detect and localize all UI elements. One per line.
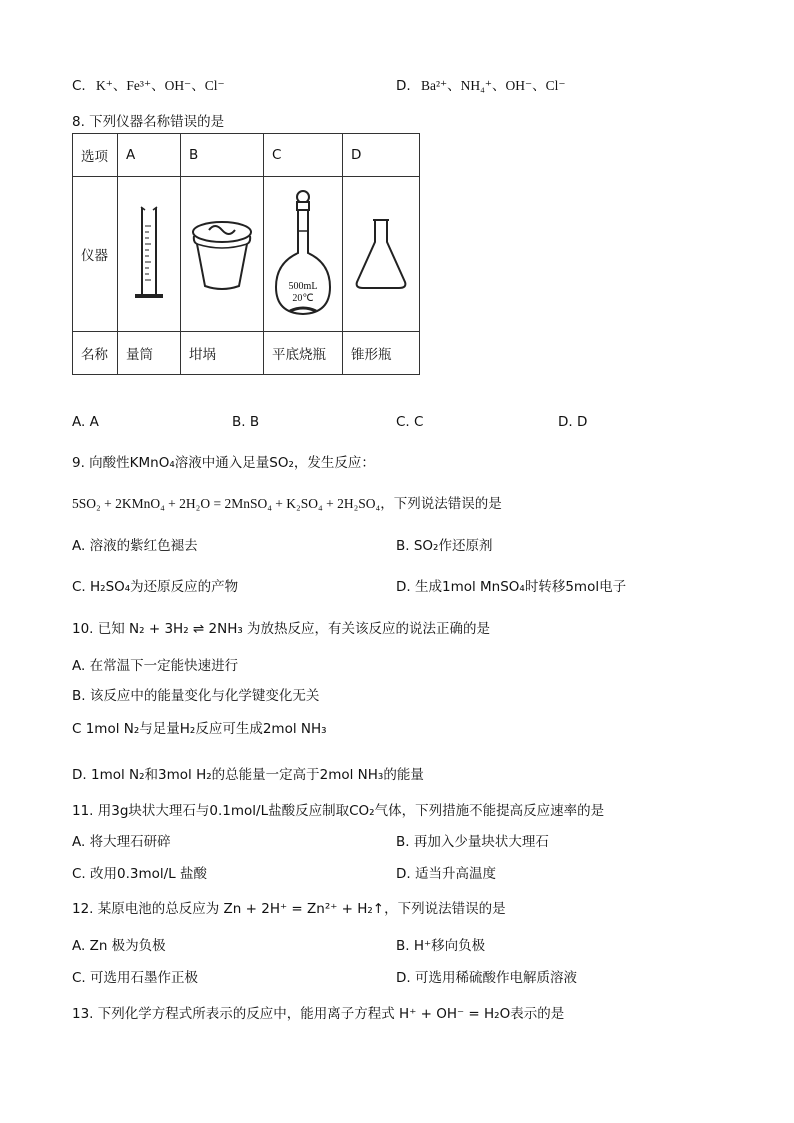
option-label: D. (396, 78, 411, 94)
q8-option-d: D. D (558, 414, 588, 430)
option-label: C. (72, 78, 86, 94)
crucible-cell (181, 177, 264, 332)
table-cell: 平底烧瓶 (264, 332, 343, 375)
table-cell: 坩埚 (181, 332, 264, 375)
q8-option-b: B. B (232, 414, 260, 430)
q8-option-a: A. A (72, 414, 99, 430)
table-cell: 量筒 (118, 332, 181, 375)
q8-stem: 8. 下列仪器名称错误的是 (72, 114, 225, 130)
row-label-name: 名称 (73, 332, 118, 375)
reaction-equation: 5SO₂ + 2KMnO₄ + 2H₂O = 2MnSO₄ + K₂SO₄ + 2H₂SO₄ (72, 496, 381, 511)
q7-option-c (72, 74, 225, 94)
q9-option-a: A. 溶液的紫红色褪去 (72, 538, 198, 554)
q11-option-b: B. 再加入少量块状大理石 (396, 834, 549, 850)
q13-stem: 13. 下列化学方程式所表示的反应中，能用离子方程式 H⁺ + OH⁻ = H₂O表示的是 (72, 1006, 565, 1022)
q10-option-a: A. 在常温下一定能快速进行 (72, 658, 239, 674)
q9-option-d: D. 生成1mol MnSO₄时转移5mol电子 (396, 579, 627, 595)
q9-option-b: B. SO₂作还原剂 (396, 538, 493, 554)
equation-tail: ，下列说法错误的是 (380, 496, 502, 512)
crucible-icon (189, 212, 255, 296)
table-header-cell: C (264, 134, 343, 177)
row-label-instrument: 仪器 (73, 177, 118, 332)
q11-option-a: A. 将大理石研碎 (72, 834, 171, 850)
table-header-cell: 选项 (73, 134, 118, 177)
table-header-cell: D (343, 134, 420, 177)
q12-option-b: B. H⁺移向负极 (396, 938, 486, 954)
table-header-cell: A (118, 134, 181, 177)
conical-flask-cell (343, 177, 420, 332)
q10-option-d: D. 1mol N₂和3mol H₂的总能量一定高于2mol NH₃的能量 (72, 767, 424, 783)
q10-option-c: C 1mol N₂与足量H₂反应可生成2mol NH₃ (72, 721, 327, 737)
graduated-cylinder-icon (129, 204, 169, 304)
q12-stem: 12. 某原电池的总反应为 Zn + 2H⁺ = Zn²⁺ + H₂↑，下列说法错误的是 (72, 901, 506, 917)
option-text: Ba²⁺、NH₄⁺、OH⁻、Cl⁻ (420, 78, 566, 93)
option-text: K⁺、Fe³⁺、OH⁻、Cl⁻ (96, 78, 225, 93)
table-header-cell: B (181, 134, 264, 177)
table-cell: 锥形瓶 (343, 332, 420, 375)
q10-stem: 10. 已知 N₂ + 3H₂ ⇌ 2NH₃ 为放热反应，有关该反应的说法正确的是 (72, 621, 491, 637)
q12-option-a: A. Zn 极为负极 (72, 938, 166, 954)
q9-option-c: C. H₂SO₄为还原反应的产物 (72, 579, 239, 595)
q12-option-d: D. 可选用稀硫酸作电解质溶液 (396, 970, 577, 986)
q11-stem: 11. 用3g块状大理石与0.1mol/L盐酸反应制取CO₂气体，下列措施不能提高反应速率的是 (72, 803, 605, 819)
q8-option-c: C. C (396, 414, 424, 430)
q11-option-c: C. 改用0.3mol/L 盐酸 (72, 866, 207, 882)
flask-temp-label: 20℃ (292, 293, 314, 304)
q11-option-d: D. 适当升高温度 (396, 866, 496, 882)
q12-option-c: C. 可选用石墨作正极 (72, 970, 199, 986)
flask-volume-label: 500mL (288, 281, 318, 292)
instrument-table (72, 133, 420, 375)
volumetric-flask-icon (272, 189, 334, 319)
q7-option-d (396, 74, 566, 94)
q10-option-b: B. 该反应中的能量变化与化学键变化无关 (72, 688, 320, 704)
q9-stem: 9. 向酸性KMnO₄溶液中通入足量SO₂，发生反应： (72, 455, 375, 471)
q9-equation-line (72, 492, 502, 512)
volumetric-flask-cell (264, 177, 343, 332)
graduated-cylinder-cell (118, 177, 181, 332)
conical-flask-icon (351, 216, 411, 292)
